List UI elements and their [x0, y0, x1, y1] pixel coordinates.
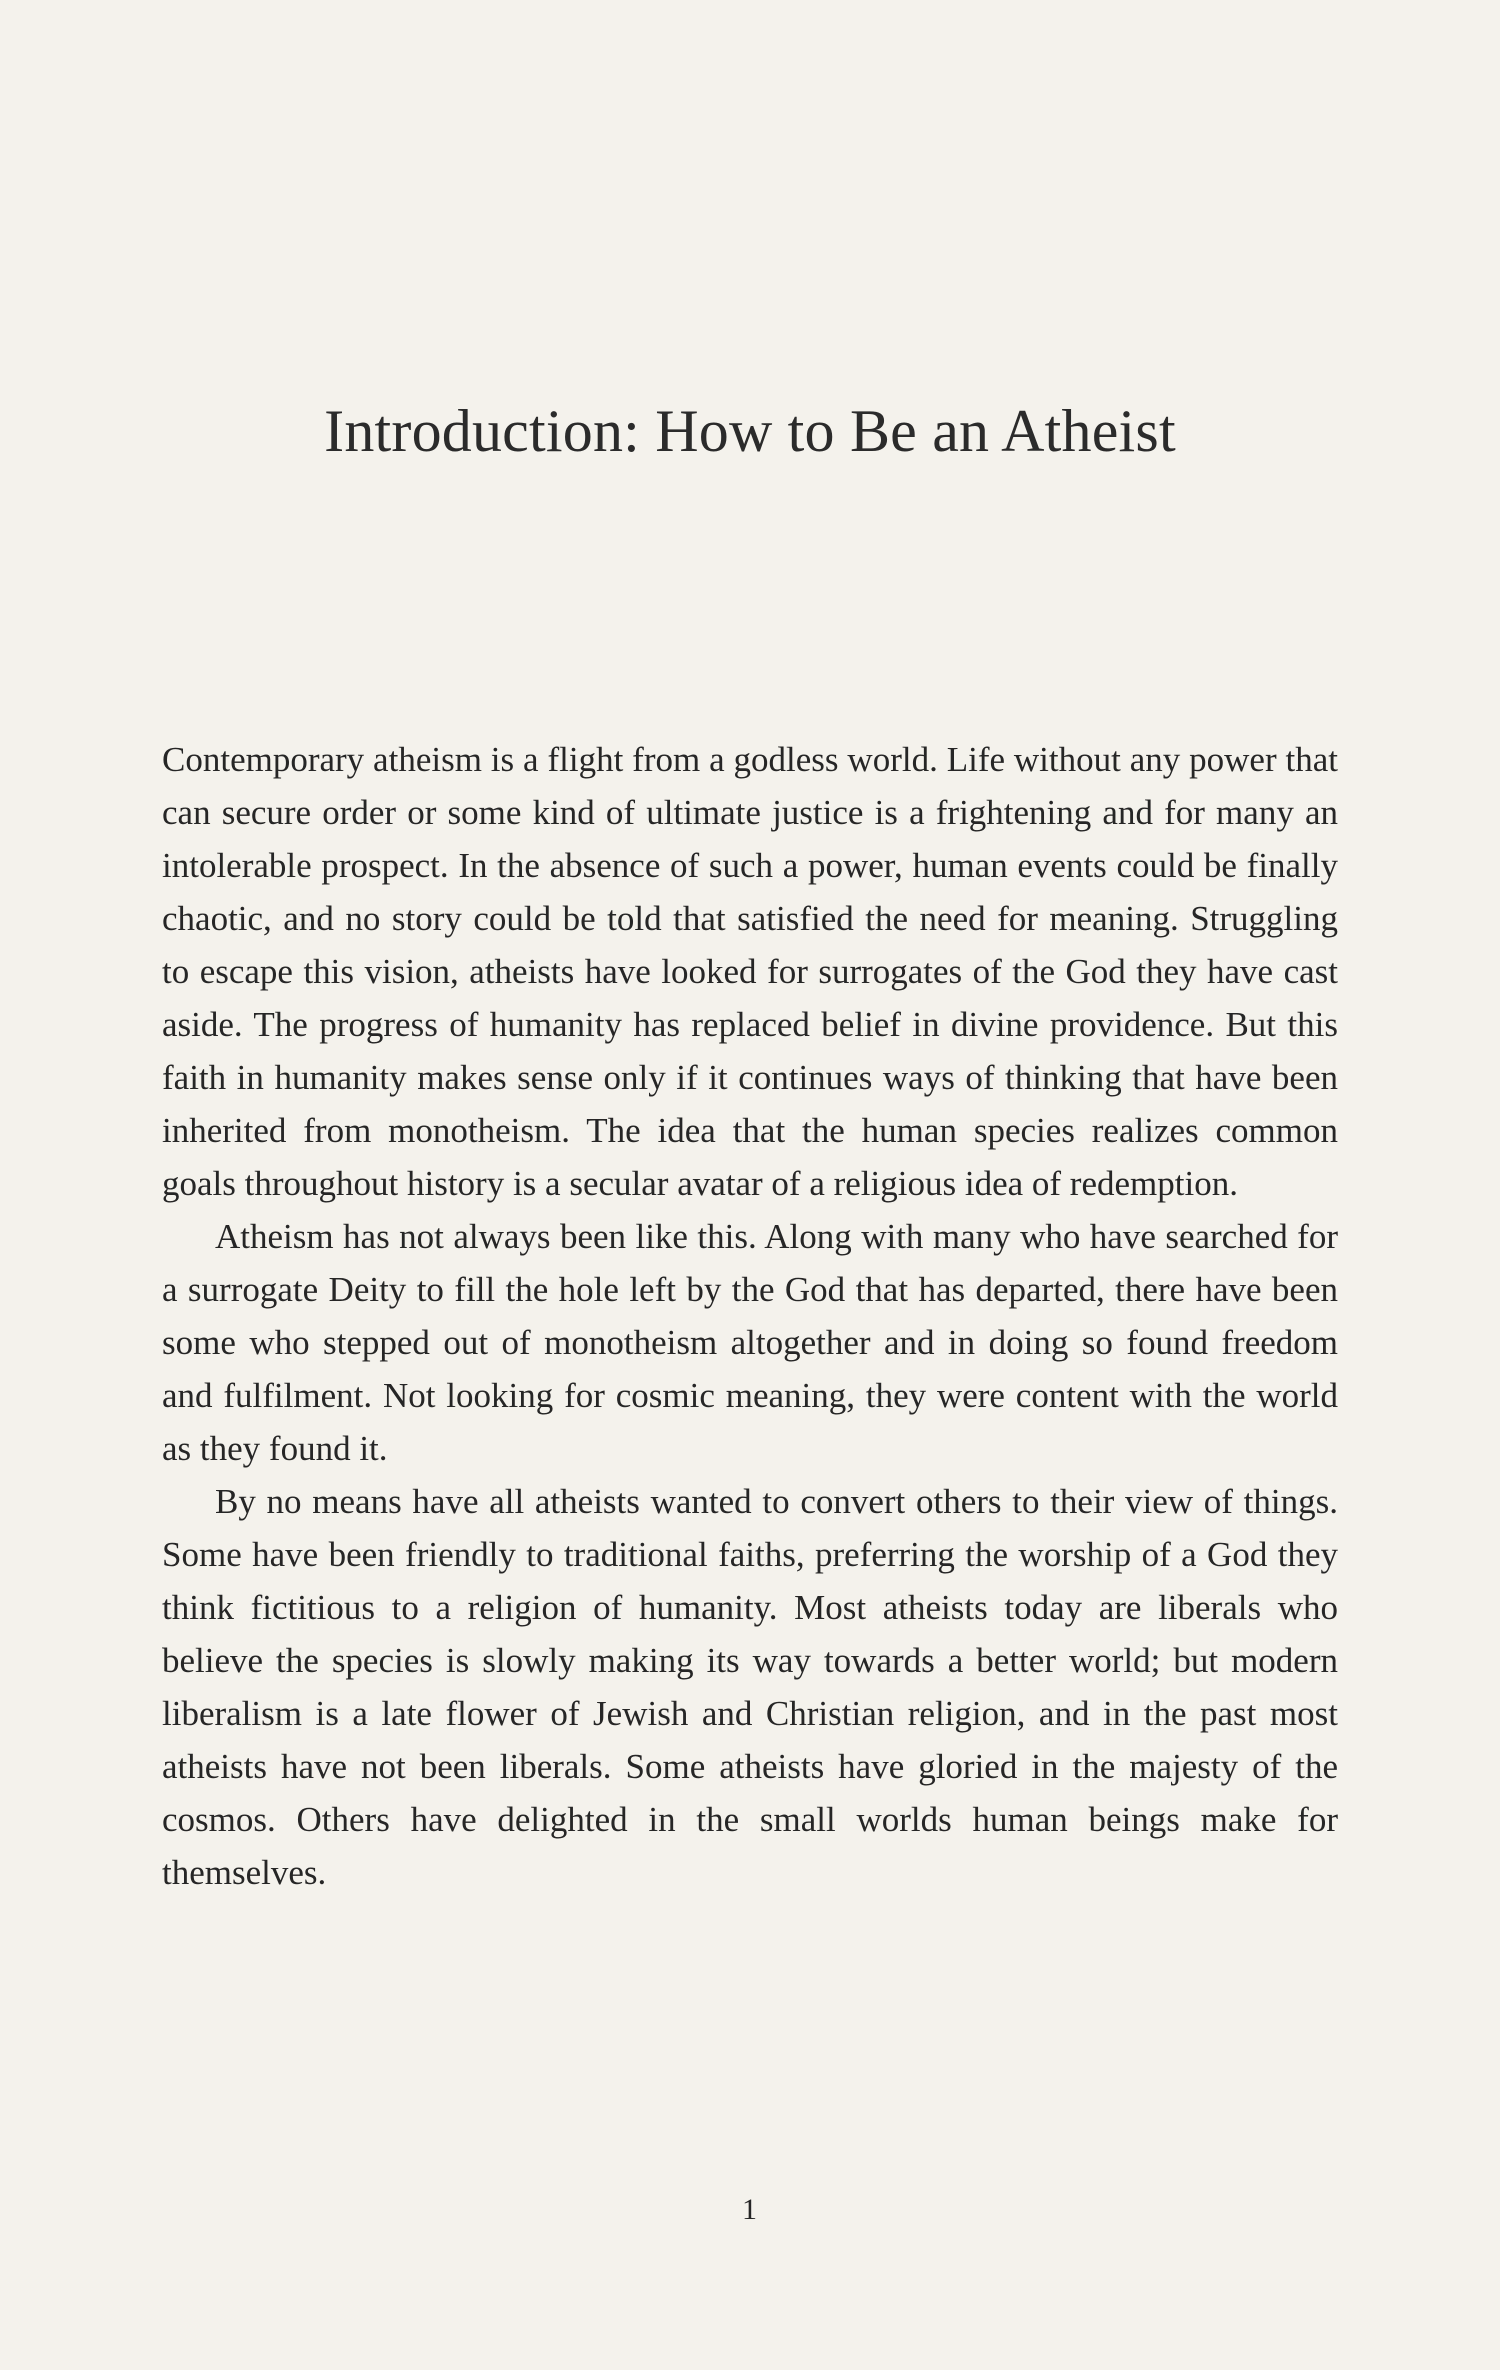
- chapter-title: Introduction: How to Be an Atheist: [324, 398, 1176, 464]
- page-number: 1: [742, 2193, 758, 2226]
- body-text: [162, 733, 1338, 1899]
- paragraph-2: Atheism has not always been like this. Along with many who have searched for a surrogate Deity to fill the hole left by the God that has departed, there have been some who stepped out of monotheism altogether and in doing so found freedom and fulfilment. Not looking for cosmic meaning, they were content with the world as they found it.: [162, 1217, 1338, 1468]
- paragraph-1: Contemporary atheism is a flight from a godless world. Life without any power that can secure order or some kind of ultimate justice is a frightening and for many an intolerable prospect. In the absence of such a power, human events could be finally chaotic, and no story could be told that satisfied the need for meaning. Struggling to escape this vision, atheists have looked for surrogates of the God they have cast aside. The progress of humanity has replaced belief in divine providence. But this faith in humanity makes sense only if it continues ways of thinking that have been inherited from monotheism. The idea that the human species realizes common goals throughout history is a secular avatar of a religious idea of redemption.: [162, 740, 1338, 1203]
- paragraph-3: By no means have all atheists wanted to convert others to their view of things. Some have been friendly to traditional faiths, preferring the worship of a God they think fictitious to a religion of humanity. Most atheists today are liberals who believe the species is slowly making its way towards a better world; but modern liberalism is a late flower of Jewish and Christian religion, and in the past most atheists have not been liberals. Some atheists have gloried in the majesty of the cosmos. Others have delighted in the small worlds human beings make for themselves.: [162, 1482, 1338, 1892]
